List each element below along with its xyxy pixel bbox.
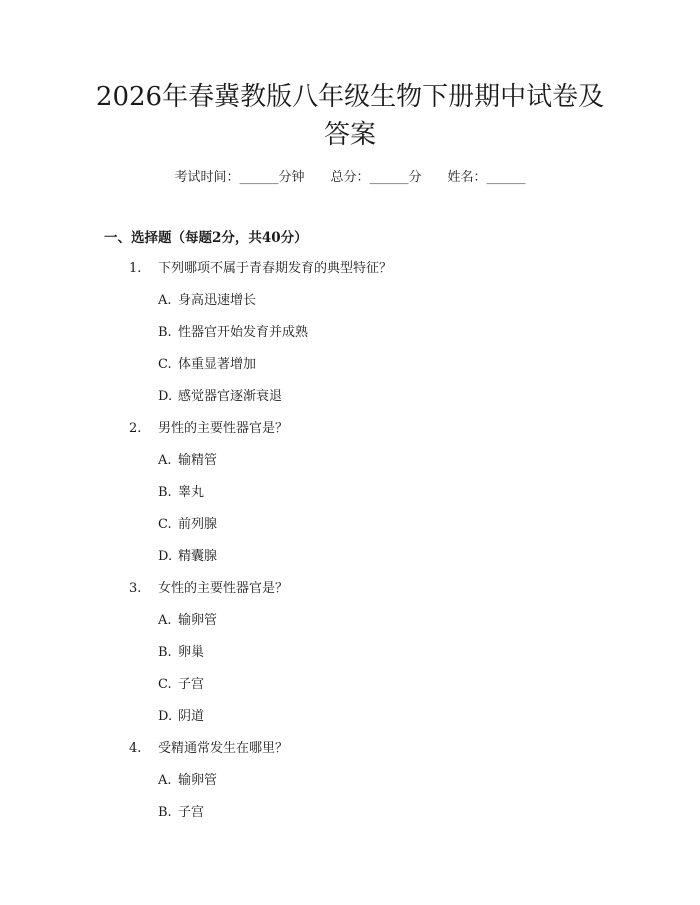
answer-option xyxy=(0,610,700,642)
option-label: C. xyxy=(158,357,172,372)
answer-option xyxy=(0,642,700,674)
question-item xyxy=(0,578,700,610)
name-label: 姓名：______ xyxy=(447,170,526,185)
total-score-label: 总分：______分 xyxy=(330,170,422,185)
section-heading: 一、选择题（每题2分，共40分） xyxy=(104,230,308,246)
question-text: 男性的主要性器官是？ xyxy=(158,421,289,436)
question-text: 女性的主要性器官是？ xyxy=(158,581,289,596)
exam-time-label: 考试时间：______分钟 xyxy=(174,170,305,185)
page-title xyxy=(60,78,640,154)
answer-option xyxy=(0,706,700,738)
title-line-2: 答案 xyxy=(323,120,376,150)
option-text: 睾丸 xyxy=(178,485,205,500)
option-label: A. xyxy=(158,773,172,788)
option-text: 输卵管 xyxy=(178,773,218,788)
option-label: C. xyxy=(158,677,172,692)
answer-option xyxy=(0,482,700,514)
option-text: 性器官开始发育并成熟 xyxy=(178,325,309,340)
option-label: D. xyxy=(158,709,173,724)
option-text: 卵巢 xyxy=(178,645,205,660)
option-label: B. xyxy=(158,325,172,340)
option-text: 输卵管 xyxy=(178,613,218,628)
option-label: D. xyxy=(158,389,173,404)
question-text: 受精通常发生在哪里？ xyxy=(158,741,289,756)
question-number: 4. xyxy=(129,741,142,756)
question-number: 2. xyxy=(129,421,142,436)
question-text: 下列哪项不属于青春期发育的典型特征？ xyxy=(158,261,393,276)
option-text: 输精管 xyxy=(178,453,218,468)
option-text: 感觉器官逐渐衰退 xyxy=(178,389,283,404)
question-item xyxy=(0,258,700,290)
option-label: B. xyxy=(158,805,172,820)
question-number: 3. xyxy=(129,581,142,596)
title-line-1: 2026年春冀教版八年级生物下册期中试卷及 xyxy=(95,82,605,112)
question-item xyxy=(0,738,700,770)
option-text: 阴道 xyxy=(178,709,205,724)
answer-option xyxy=(0,386,700,418)
option-text: 身高迅速增长 xyxy=(178,293,257,308)
option-text: 精囊腺 xyxy=(178,549,218,564)
exam-info-line xyxy=(0,168,700,188)
answer-option xyxy=(0,674,700,706)
answer-option xyxy=(0,450,700,482)
answer-option xyxy=(0,770,700,802)
option-text: 子宫 xyxy=(178,805,205,820)
option-text: 前列腺 xyxy=(178,517,218,532)
option-label: A. xyxy=(158,613,172,628)
option-label: A. xyxy=(158,453,172,468)
answer-option xyxy=(0,322,700,354)
option-text: 子宫 xyxy=(178,677,205,692)
option-text: 体重显著增加 xyxy=(178,357,257,372)
option-label: D. xyxy=(158,549,173,564)
question-item xyxy=(0,418,700,450)
answer-option xyxy=(0,514,700,546)
question-number: 1. xyxy=(129,261,142,276)
option-label: A. xyxy=(158,293,172,308)
answer-option xyxy=(0,290,700,322)
question-list xyxy=(0,258,700,834)
answer-option xyxy=(0,354,700,386)
answer-option xyxy=(0,546,700,578)
option-label: B. xyxy=(158,645,172,660)
option-label: C. xyxy=(158,517,172,532)
option-label: B. xyxy=(158,485,172,500)
answer-option xyxy=(0,802,700,834)
